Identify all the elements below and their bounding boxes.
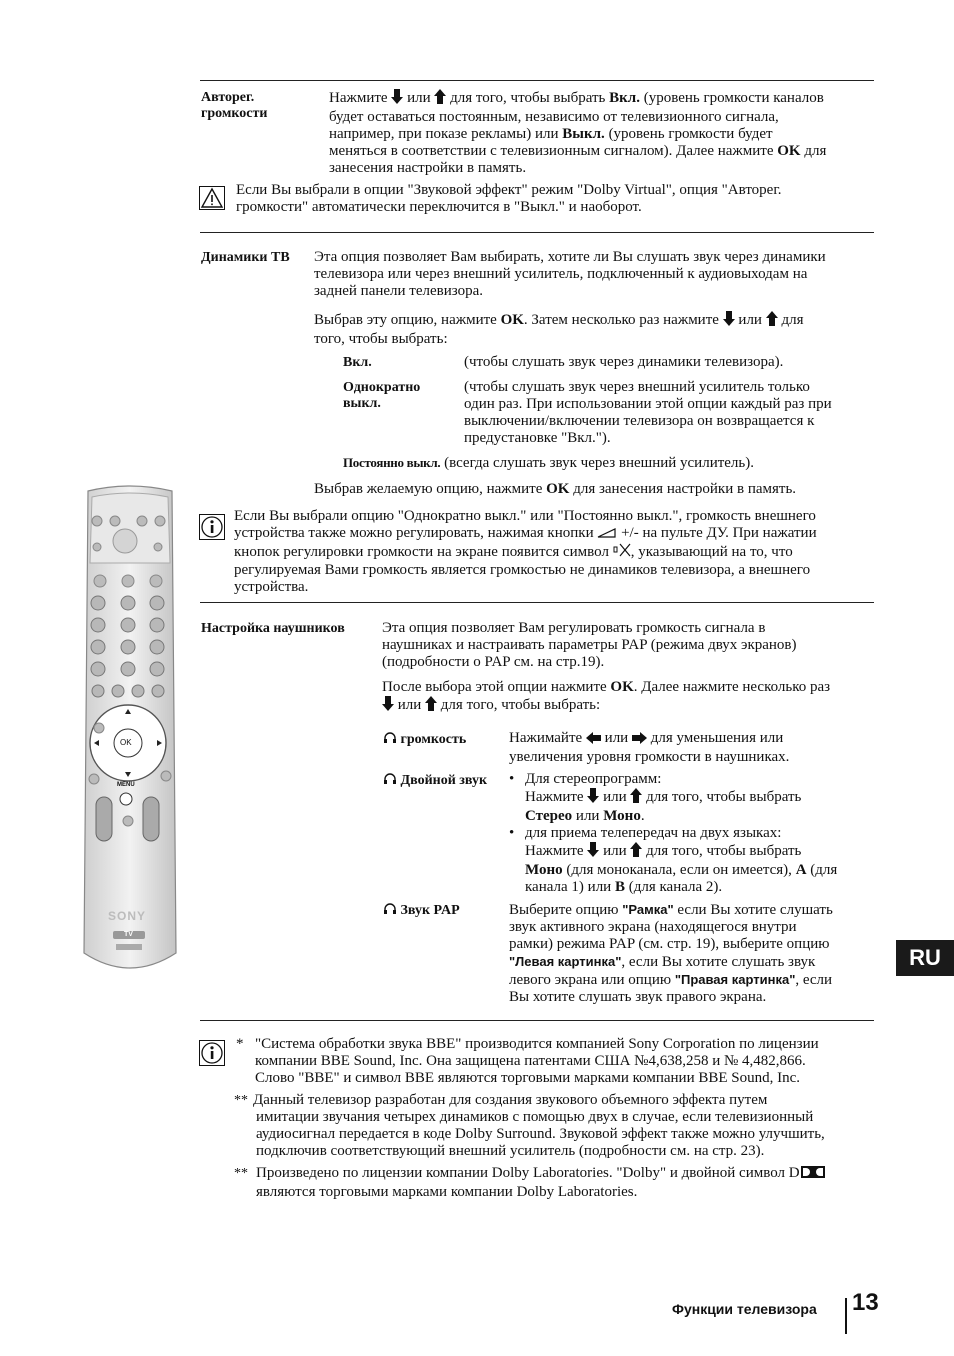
remote-tv-label: TV xyxy=(124,931,133,938)
headphones-icon xyxy=(383,773,397,788)
footer-divider xyxy=(845,1298,847,1334)
sec3-instruction: После выбора этой опции нажмите OK. Далее нажмите несколько раз или для того, чтобы выбрать: xyxy=(382,679,876,716)
arrow-down-icon xyxy=(382,696,394,716)
top-rule xyxy=(200,80,874,81)
sec1-warning-text: Если Вы выбрали в опции "Звуковой эффект" режим "Dolby Virtual", опция "Авторег. громкости" автоматически переключится в "Выкл." и наоборот. xyxy=(236,182,782,215)
arrow-right-icon xyxy=(632,732,647,749)
page-number: 13 xyxy=(852,1289,879,1316)
arrow-up-icon xyxy=(434,89,446,109)
note-1: "Система обработки звука BBE" производится компанией Sony Corporation по лицензии компании BBE Sound, Inc. Она защищена патентами США №4,638,258 и № 4,482,866. Слово "BBE" и символ BBE являются торговыми марками компании BBE Sound, Inc. xyxy=(255,1036,819,1086)
remote-control-illustration xyxy=(80,483,180,978)
rule-2 xyxy=(200,232,874,233)
remote-brand-label: SONY xyxy=(108,909,147,923)
footer-title: Функции телевизора xyxy=(672,1301,817,1317)
rule-3 xyxy=(200,602,874,603)
remote-ok-label: OK xyxy=(120,738,132,747)
dolby-double-d-icon xyxy=(800,1165,826,1184)
remote-menu-label: MENU xyxy=(117,782,135,788)
sec2-opt1-label: Вкл. xyxy=(343,355,372,370)
headphones-icon xyxy=(383,732,397,747)
sec3-hp1-label: громкость xyxy=(383,731,466,748)
note-3: Произведено по лицензии компании Dolby Laboratories. "Dolby" и двойной символ D являются торговыми марками компании Dolby Laboratories. xyxy=(256,1165,880,1201)
external-speaker-icon xyxy=(613,543,631,562)
arrow-down-icon xyxy=(587,842,599,862)
sec2-label: Динамики ТВ xyxy=(201,250,290,265)
rule-4 xyxy=(200,1020,874,1021)
sec2-intro: Эта опция позволяет Вам выбирать, хотите ли Вы слушать звук через динамики телевизора или через внешний усилитель, подключенный к аудиовыходам на задней панели телевизора. xyxy=(314,249,826,299)
sec2-closing: Выбрав желаемую опцию, нажмите OK для занесения настройки в память. xyxy=(314,481,797,497)
note-2-mark: ** xyxy=(234,1093,248,1108)
arrow-down-icon xyxy=(391,89,403,109)
volume-wedge-icon xyxy=(597,526,617,543)
arrow-down-icon xyxy=(587,788,599,808)
arrow-up-icon xyxy=(630,842,642,862)
sec1-text: Нажмите или для того, чтобы выбрать Вкл. (уровень громкости каналов будет оставаться постоянным, независимо от телевизионного сигнала, например, при показе рекламы) или Выкл. (уровень громкости будет меняться в соответствии с телевизионным сигналом). Далее нажмите OK для занесения настройки в память. xyxy=(329,90,827,176)
arrow-up-icon xyxy=(630,788,642,808)
sec3-hp2-text: • Для стереопрограмм: Нажмите или для того, чтобы выбрать Стерео или Моно. • для приема телепередач на двух языках: Нажмите или для того, чтобы выбрать Моно (для моноканала, если он имеется), A (для канала 1) или B (для канала 2). xyxy=(509,771,838,895)
arrow-up-icon xyxy=(425,696,437,716)
sec2-opt2-label: Однократно выкл. xyxy=(343,380,421,411)
note-1-mark: * xyxy=(236,1036,244,1052)
sec2-opt3: Постоянно выкл. (всегда слушать звук через внешний усилитель). xyxy=(343,455,755,471)
sec3-hp1-text: Нажимайте или для уменьшения или увеличения уровня громкости в наушниках. xyxy=(509,730,790,765)
info-icon xyxy=(199,514,225,538)
language-tab: RU xyxy=(896,940,954,976)
note-2: Данный телевизор разработан для создания звукового объемного эффекта путем имитации звучания четырех динамиков с помощью двух в случае, если телевизионный аудиосигнал передается в коде Dolby Surround. Звуковой эффект также можно улучшить, подключив соответствующий внешний усилитель (подробности см. на стр. 23). xyxy=(253,1092,825,1159)
sec2-opt1-text: (чтобы слушать звук через динамики телевизора). xyxy=(464,354,784,370)
sec3-intro: Эта опция позволяет Вам регулировать громкость сигнала в наушниках и настраивать параметры PAP (режима двух экранов) (подробности о PAP см. на стр.19). xyxy=(382,620,797,670)
sec2-opt2-text: (чтобы слушать звук через внешний усилитель только один раз. При использовании этой опции каждый раз при выключении/включении телевизора он возвращается к предустановке "Вкл."). xyxy=(464,379,832,446)
arrow-left-icon xyxy=(586,732,601,749)
info-icon xyxy=(199,1040,225,1064)
headphones-icon xyxy=(383,903,397,918)
sec3-hp2-label: Двойной звук xyxy=(383,772,487,789)
sec3-hp3-label: Звук PAP xyxy=(383,902,460,919)
sec2-instruction: Выбрав эту опцию, нажмите OK. Затем несколько раз нажмите или для того, чтобы выбрать: xyxy=(314,312,804,347)
arrow-up-icon xyxy=(766,311,778,331)
sec3-hp3-text: Выберите опцию "Рамка" если Вы хотите слушать звук активного экрана (находящегося внутри рамки) режима PAP (см. стр. 19), выберите опцию "Левая картинка", если Вы хотите слушать звук левого экрана или опцию "Правая картинка", если Вы хотите слушать звук правого экрана. xyxy=(509,902,833,1005)
sec3-label: Настройка наушников xyxy=(201,621,345,636)
arrow-down-icon xyxy=(723,311,735,331)
warning-icon xyxy=(199,186,225,210)
sec1-label: Авторег. громкости xyxy=(201,90,268,121)
note-3-mark: ** xyxy=(234,1166,248,1181)
sec2-info-text: Если Вы выбрали опцию "Однократно выкл." или "Постоянно выкл.", громкость внешнего устройства также можно регулировать, нажимая кнопки +/- на пульте ДУ. При нажатии кнопок регулировки громкости на экране появится символ , указывающий на то, что регулируемая Вами громкость является громкостью не динамиков телевизора, а внешнего устройства. xyxy=(234,508,817,595)
